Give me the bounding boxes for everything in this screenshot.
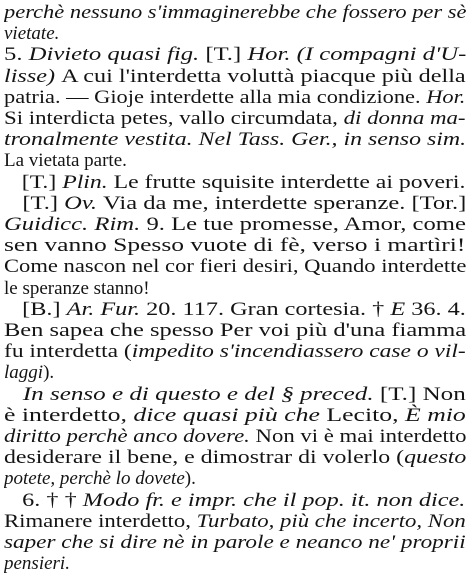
text-segment: Le frutte squisite interdette ai poveri. (113, 171, 466, 193)
text-segment: laggi (4, 362, 44, 384)
text-segment: Ov. (64, 192, 104, 214)
text-segment: Lecito, (326, 404, 406, 426)
text-segment: questo (404, 447, 467, 469)
text-line (4, 426, 466, 447)
text-segment: tronalmente vestita. Nel Tass. Ger., in senso sim. (4, 129, 467, 151)
text-segment: 5. (4, 44, 29, 66)
text-segment: 9. Le tue promesse, Amor, come (146, 214, 466, 235)
text-line (4, 129, 466, 150)
text-line (4, 150, 127, 171)
text-segment: Ben sapea che spesso Per voi più d'una fiamma (4, 320, 467, 341)
text-segment: impedito s'incendiassero case o vil- (131, 341, 466, 363)
text-segment: Hor. (426, 86, 466, 108)
text-line (4, 66, 466, 87)
text-segment: Turbato, più che incerto, Non (196, 510, 466, 532)
text-segment: 20. 117. Gran cortesia. † (146, 298, 391, 320)
text-segment: Rimanere interdetto, (4, 510, 197, 532)
text-segment: lisse) (4, 65, 62, 87)
text-segment: vietate. (4, 23, 60, 45)
text-segment: A cui l'interdetta voluttà piacque più della (61, 65, 466, 87)
text-segment: pensieri. (4, 553, 70, 575)
text-segment: 6. † † (4, 489, 83, 511)
text-segment: Ar. Fur. (66, 298, 147, 320)
text-segment: [B.] (4, 298, 67, 320)
text-line (4, 278, 150, 299)
text-line (4, 44, 466, 65)
text-line (4, 532, 466, 553)
text-line (4, 256, 466, 277)
text-segment: ). (43, 362, 55, 384)
text-segment: È mio (405, 404, 466, 426)
text-line (4, 447, 466, 468)
text-segment: Via da me, interdette speranze. [Tor.] (103, 192, 467, 214)
text-segment: [T.] (4, 192, 65, 214)
text-line (4, 214, 466, 235)
text-line (4, 362, 54, 383)
text-segment: La vietata parte. (4, 150, 127, 172)
text-segment: diritto perchè anco dovere. (4, 426, 256, 447)
text-segment: perchè nessuno s'immaginerebbe che fossero per sè (4, 2, 467, 23)
text-line (4, 320, 466, 341)
text-segment: le speranze stanno! (4, 277, 150, 299)
text-segment: Si interdicta petes, vallo circumdata, (4, 108, 344, 129)
text-line (4, 490, 465, 511)
text-segment: è interdetto, (4, 404, 134, 426)
text-segment: ). (184, 468, 196, 490)
text-line (4, 87, 465, 108)
text-segment: 36. 4. (411, 298, 466, 320)
text-line (4, 2, 466, 23)
text-segment: desiderare il bene, e dimostrar di volerlo ( (4, 447, 405, 469)
text-segment: [T.] (205, 44, 248, 66)
text-segment: Modo fr. e impr. che il pop. it. non dice. (82, 489, 466, 511)
text-line (4, 553, 70, 574)
text-line (4, 405, 466, 426)
text-segment (4, 384, 23, 405)
text-line (4, 23, 59, 44)
text-segment: Guidicc. Rim. (4, 214, 147, 235)
text-segment: patria. — Gioje interdette alla mia condizione. (4, 86, 427, 108)
text-segment: di donna ma- (343, 108, 466, 129)
text-segment: Non vi è mai interdetto (255, 426, 467, 447)
text-segment: fu interdetta ( (4, 341, 132, 363)
text-line (4, 468, 196, 489)
dictionary-page (4, 2, 469, 575)
text-segment: Come nascon nel cor fieri desiri, Quando interdette (4, 256, 467, 278)
text-line (4, 341, 466, 362)
text-line (4, 235, 465, 256)
text-segment: [T.] (4, 171, 63, 193)
text-line (4, 172, 465, 193)
text-line (4, 299, 466, 320)
text-segment: sen vanno Spesso vuote di fè, verso i martìri! (4, 235, 466, 257)
text-segment: dice quasi più che (133, 404, 327, 426)
text-line (4, 193, 466, 214)
text-line (4, 108, 466, 129)
text-segment: [T.] Non (379, 383, 466, 405)
text-segment: (I compagni d'U- (296, 44, 467, 66)
text-segment: saper che si dire nè in parole e neanco ne' proprii (4, 532, 466, 553)
text-segment: potete, perchè lo dovete (4, 468, 185, 490)
text-line (4, 511, 466, 532)
text-segment: In senso e di questo e del § preced. (22, 383, 380, 405)
text-segment: Plin. (62, 171, 114, 193)
text-line (4, 384, 466, 405)
text-segment: Divieto quasi fig. (28, 44, 206, 66)
text-segment: Hor. (247, 44, 297, 66)
text-segment: E (390, 298, 412, 320)
